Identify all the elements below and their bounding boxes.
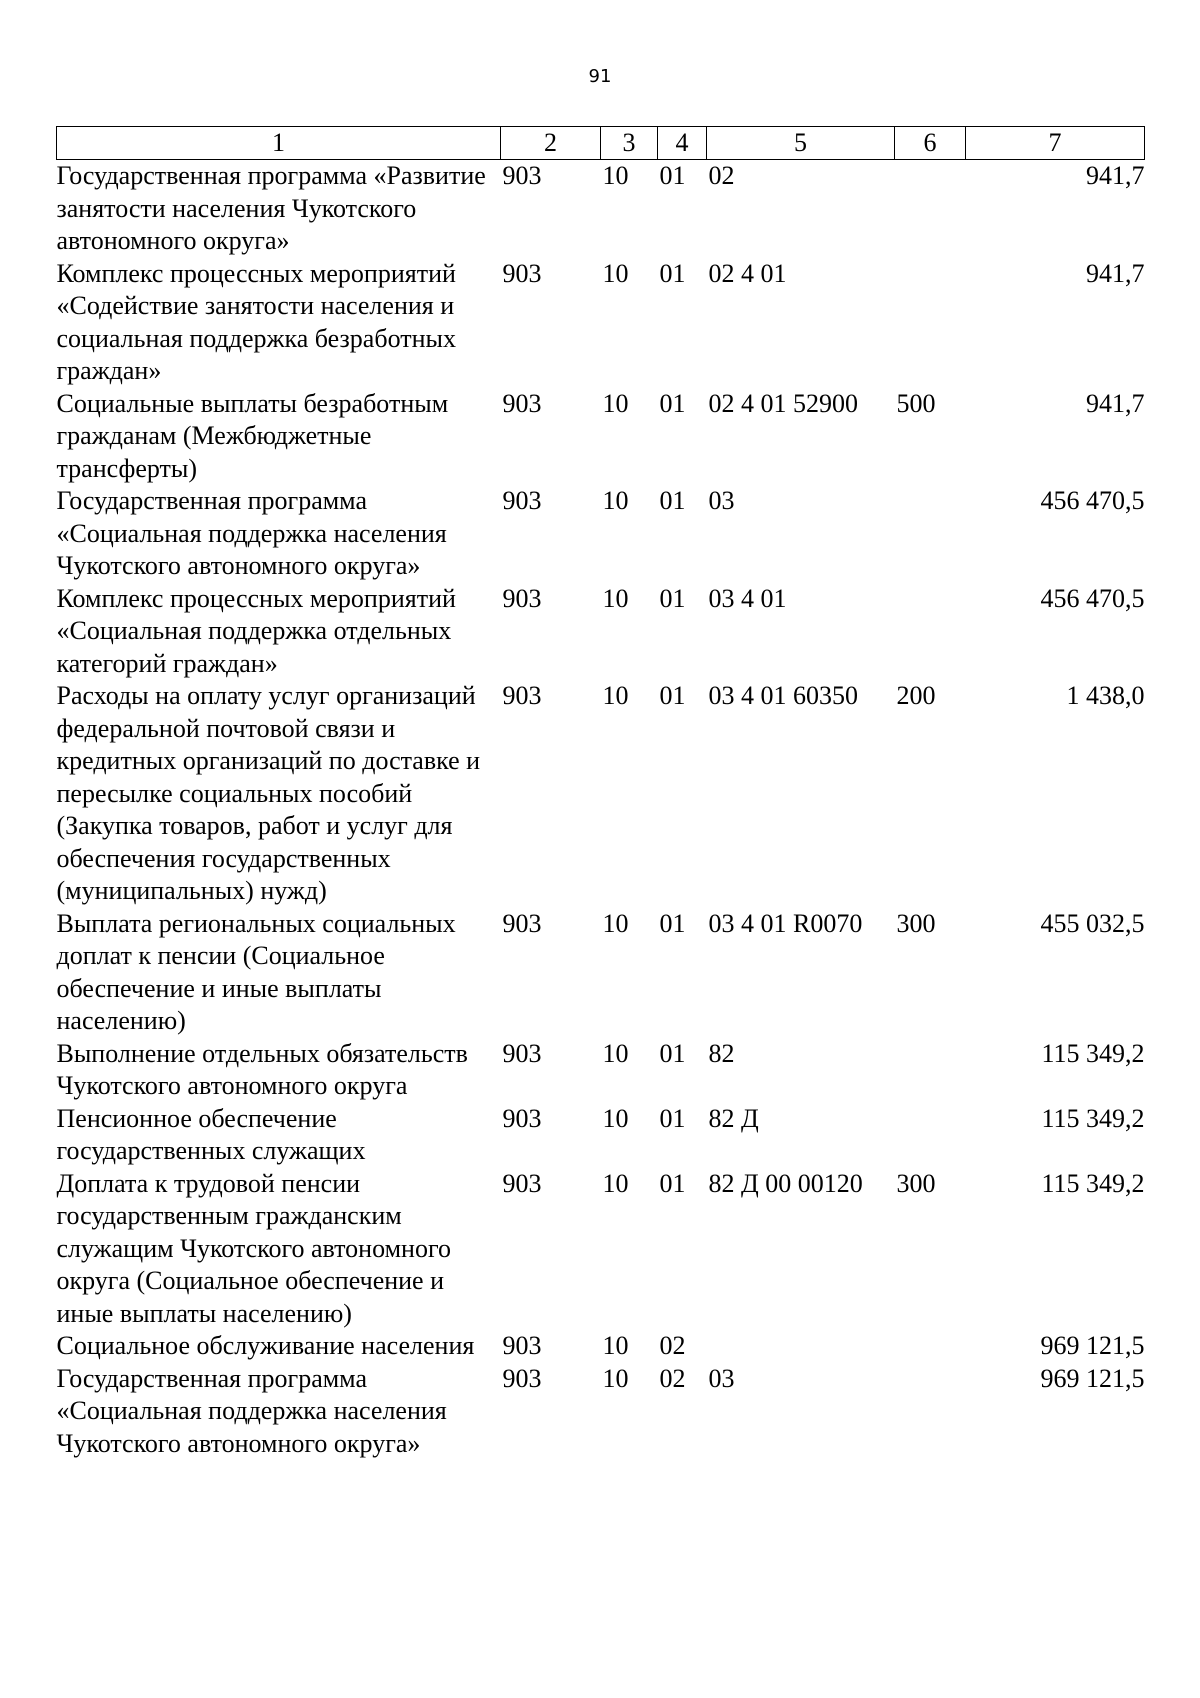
row-section-code: 10 [602, 258, 629, 288]
row-name: Государственная программа «Развитие занятости населения Чукотского автономного округа» [56, 161, 486, 255]
row-target-code: 03 [708, 486, 735, 515]
row-target-code: 82 Д [708, 1103, 759, 1133]
row-amount: 456 470,5 [1040, 486, 1145, 515]
row-amount: 941,7 [1086, 258, 1145, 288]
row-gr-code: 903 [502, 1103, 542, 1133]
row-subsection-code: 01 [659, 908, 686, 938]
row-expense-type-code [895, 1038, 966, 1103]
row-amount: 115 349,2 [1041, 1103, 1145, 1133]
row-subsection-code: 01 [659, 1103, 686, 1133]
row-section-code: 10 [602, 1331, 629, 1360]
row-subsection-code: 01 [659, 486, 686, 515]
row-amount: 115 349,2 [1041, 1168, 1145, 1198]
row-gr-code: 903 [502, 1363, 542, 1393]
row-expense-type-code: 200 [896, 681, 936, 710]
row-name: Пенсионное обеспечение государственных служащих [56, 1103, 366, 1165]
table-row [57, 1103, 1145, 1168]
row-name: Расходы на оплату услуг организаций федеральной почтовой связи и кредитных организаций по доставке и пересылке социальных пособий (Закупка товаров, работ и услуг для обеспечения государственных (муниципальных) нужд) [56, 681, 481, 905]
row-section-code: 10 [602, 388, 629, 418]
row-amount: 969 121,5 [1040, 1331, 1145, 1360]
table-row [57, 388, 1145, 486]
table-row [57, 908, 1145, 1038]
header-col-1: 1 [57, 127, 501, 160]
row-section-code: 10 [602, 1168, 629, 1198]
row-amount: 455 032,5 [1040, 908, 1145, 938]
header-col-6: 6 [895, 127, 966, 160]
row-target-code: 82 [708, 1038, 735, 1068]
row-gr-code: 903 [502, 1331, 542, 1360]
row-target-code: 02 4 01 52900 [708, 388, 858, 418]
row-name: Выполнение отдельных обязательств Чукотского автономного округа [56, 1038, 468, 1100]
row-target-code: 03 4 01 [708, 583, 787, 613]
budget-table [56, 126, 1145, 1460]
row-gr-code: 903 [502, 1168, 542, 1198]
table-row [57, 1038, 1145, 1103]
table-row [57, 1168, 1145, 1331]
row-section-code: 10 [602, 583, 629, 613]
header-col-5: 5 [707, 127, 895, 160]
row-expense-type-code [895, 1330, 966, 1363]
row-expense-type-code [895, 258, 966, 388]
row-expense-type-code [895, 1363, 966, 1461]
table-body [57, 160, 1145, 1461]
row-subsection-code: 01 [659, 258, 686, 288]
row-gr-code: 903 [502, 161, 542, 190]
row-section-code: 10 [602, 1038, 629, 1068]
row-target-code: 02 [708, 161, 735, 190]
table-header [57, 127, 1145, 160]
row-amount: 941,7 [1086, 161, 1145, 190]
row-section-code: 10 [602, 1103, 629, 1133]
row-target-code: 02 4 01 [708, 258, 787, 288]
row-gr-code: 903 [502, 1038, 542, 1068]
row-target-code [707, 1330, 895, 1363]
row-amount: 969 121,5 [1040, 1363, 1145, 1393]
row-section-code: 10 [602, 161, 629, 190]
row-expense-type-code [895, 160, 966, 258]
page-number: 91 [588, 66, 612, 87]
row-gr-code: 903 [502, 486, 542, 515]
row-section-code: 10 [602, 681, 629, 710]
row-amount: 115 349,2 [1041, 1038, 1145, 1068]
table-row [57, 485, 1145, 583]
row-target-code: 82 Д 00 00120 [708, 1168, 863, 1198]
row-section-code: 10 [602, 908, 629, 938]
table-row [57, 160, 1145, 258]
row-expense-type-code [895, 583, 966, 681]
row-name: Доплата к трудовой пенсии государственным гражданским служащим Чукотского автономного округа (Социальное обеспечение и иные выплаты населению) [56, 1168, 451, 1328]
row-gr-code: 903 [502, 908, 542, 938]
row-subsection-code: 02 [659, 1363, 686, 1393]
row-amount: 941,7 [1086, 388, 1145, 418]
row-expense-type-code: 500 [896, 388, 936, 418]
row-gr-code: 903 [502, 583, 542, 613]
row-target-code: 03 [708, 1363, 735, 1393]
header-col-2: 2 [501, 127, 601, 160]
header-col-3: 3 [601, 127, 658, 160]
row-target-code: 03 4 01 R0070 [708, 908, 863, 938]
table-row [57, 1330, 1145, 1363]
row-gr-code: 903 [502, 681, 542, 710]
row-name: Социальные выплаты безработным гражданам (Межбюджетные трансферты) [56, 388, 449, 483]
row-target-code: 03 4 01 60350 [708, 681, 858, 710]
row-subsection-code: 01 [659, 388, 686, 418]
table-row [57, 1363, 1145, 1461]
row-expense-type-code: 300 [896, 908, 936, 938]
header-col-7: 7 [966, 127, 1145, 160]
table-row [57, 583, 1145, 681]
row-name: Государственная программа «Социальная поддержка населения Чукотского автономного округа» [56, 486, 447, 580]
row-amount: 456 470,5 [1040, 583, 1145, 613]
row-expense-type-code [895, 485, 966, 583]
row-name: Выплата региональных социальных доплат к пенсии (Социальное обеспечение и иные выплаты населению) [56, 908, 456, 1035]
row-gr-code: 903 [502, 258, 542, 288]
row-expense-type-code [895, 1103, 966, 1168]
row-name: Государственная программа «Социальная поддержка населения Чукотского автономного округа» [56, 1363, 447, 1458]
row-name: Комплекс процессных мероприятий «Социальная поддержка отдельных категорий граждан» [56, 583, 456, 678]
header-col-4: 4 [658, 127, 707, 160]
row-section-code: 10 [602, 486, 629, 515]
table-row [57, 680, 1145, 908]
row-subsection-code: 01 [659, 583, 686, 613]
header-row [57, 127, 1145, 160]
row-subsection-code: 01 [659, 1168, 686, 1198]
row-name: Социальное обслуживание населения [56, 1331, 475, 1360]
row-amount: 1 438,0 [1066, 681, 1145, 710]
row-subsection-code: 01 [659, 1038, 686, 1068]
table-row [57, 258, 1145, 388]
row-gr-code: 903 [502, 388, 542, 418]
row-name: Комплекс процессных мероприятий «Содействие занятости населения и социальная поддержка безработных граждан» [56, 258, 456, 385]
row-expense-type-code: 300 [896, 1168, 936, 1198]
row-subsection-code: 01 [659, 681, 686, 710]
row-subsection-code: 01 [659, 161, 686, 190]
row-subsection-code: 02 [659, 1331, 686, 1360]
row-section-code: 10 [602, 1363, 629, 1393]
